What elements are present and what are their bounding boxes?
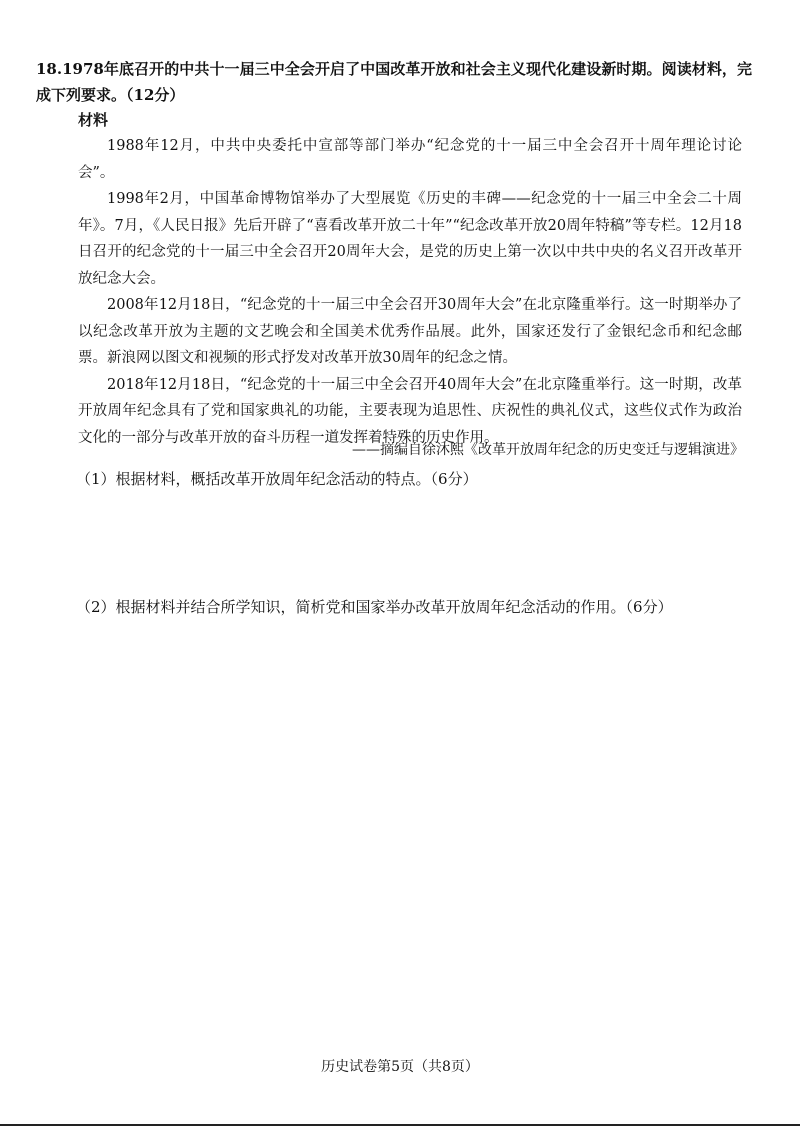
sub-question-1: （1）根据材料，概括改革开放周年纪念活动的特点。（6分） <box>76 470 478 488</box>
question-stem <box>36 56 752 108</box>
material-paragraph-2018: 2018年12月18日，“纪念党的十一届三中全会召开40周年大会”在北京隆重举行。这一时期，改革开放周年纪念具有了党和国家典礼的功能，主要表现为追思性、庆祝性的典礼仪式，这些仪式作为政治文化的一部分与改革开放的奋斗历程一道发挥着特殊的历史作用。 <box>78 376 742 446</box>
page-footer: 历史试卷第5页（共8页） <box>321 1059 479 1075</box>
sub-question-2: （2）根据材料并结合所学知识，简析党和国家举办改革开放周年纪念活动的作用。（6分） <box>76 598 673 616</box>
question-text: 1978年底召开的中共十一届三中全会开启了中国改革开放和社会主义现代化建设新时期。阅读材料，完成下列要求。（12分） <box>36 60 752 104</box>
material-source: ——摘编自徐沐熙《改革开放周年纪念的历史变迁与逻辑演进》 <box>352 442 744 458</box>
question-number: 18. <box>36 60 63 78</box>
material-label: 材料 <box>78 111 109 129</box>
material-paragraph-2008: 2008年12月18日，“纪念党的十一届三中全会召开30周年大会”在北京隆重举行。这一时期举办了以纪念改革开放为主题的文艺晚会和全国美术优秀作品展。此外，国家还发行了金银纪念币和纪念邮票。新浪网以图文和视频的形式抒发对改革开放30周年的纪念之情。 <box>78 297 742 366</box>
material-paragraph-1998: 1998年2月，中国革命博物馆举办了大型展览《历史的丰碑——纪念党的十一届三中全会二十周年》。7月，《人民日报》先后开辟了“喜看改革开放二十年”“纪念改革开放20周年特稿”等专栏。12月18日召开的纪念党的十一届三中全会召开20周年大会，是党的历史上第一次以中共中央的名义召开改革开放纪念大会。 <box>78 191 742 287</box>
material-paragraph-1988: 1988年12月，中共中央委托中宣部等部门举办“纪念党的十一届三中全会召开十周年理论讨论会”。 <box>78 138 742 181</box>
material-body <box>78 133 742 451</box>
bottom-divider <box>0 1124 800 1126</box>
